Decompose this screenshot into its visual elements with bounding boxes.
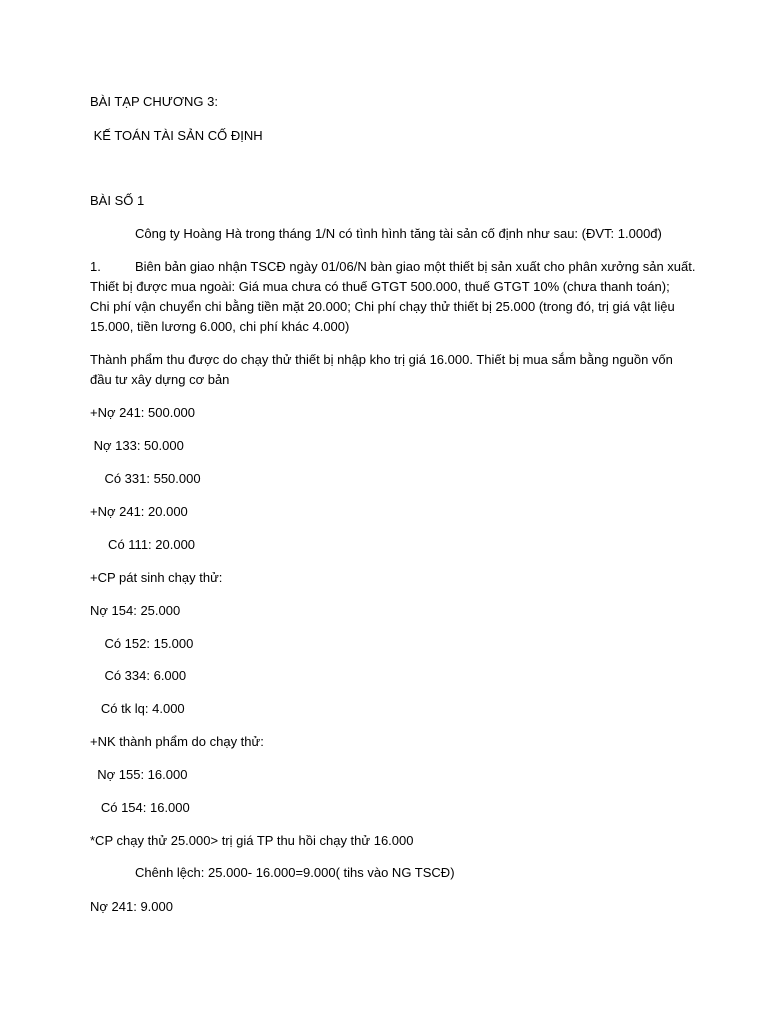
item1-body: Thiết bị được mua ngoài: Giá mua chưa có thuế GTGT 500.000, thuế GTGT 10% (chưa thanh toán); Chi phí vận chuyển chi bằng tiền mặt 20.000; Chi phí chạy thử thiết bị 25.000 (trong đó, trị giá vật liệu 15.000, tiền lương 6.000, chi phí khác 4.000) (90, 279, 675, 334)
journal-entry: Nợ 155: 16.000 (90, 767, 188, 782)
journal-entry: +Nợ 241: 500.000 (90, 405, 196, 420)
item1-number: 1. (90, 259, 101, 274)
journal-entry: Có 334: 6.000 (90, 668, 187, 683)
journal-entry: +CP pát sinh chạy thử: (90, 570, 223, 585)
paragraph-2: Thành phẩm thu được do chạy thử thiết bị nhập kho trị giá 16.000. Thiết bị mua sắm bằng nguồn vốn đầu tư xây dựng cơ bản (90, 352, 673, 387)
intro-paragraph: Công ty Hoàng Hà trong tháng 1/N có tình hình tăng tài sản cố định như sau: (ĐVT: 1.000đ) (135, 226, 662, 241)
journal-entry: Nợ 154: 25.000 (90, 603, 181, 618)
journal-entry: +Nợ 241: 20.000 (90, 504, 188, 519)
item1-first-line: Biên bản giao nhận TSCĐ ngày 01/06/N bàn giao một thiết bị sản xuất cho phân xưởng sản xuất. (135, 259, 696, 274)
journal-entry: Nợ 241: 9.000 (90, 899, 173, 914)
difference-line: Chênh lệch: 25.000- 16.000=9.000( tihs vào NG TSCĐ) (135, 865, 455, 880)
exercise-heading: BÀI SỐ 1 (90, 193, 145, 208)
journal-note: *CP chạy thử 25.000> trị giá TP thu hồi chạy thử 16.000 (90, 833, 414, 848)
chapter-heading: BÀI TẠP CHƯƠNG 3: (90, 94, 218, 109)
journal-entry: Có 331: 550.000 (90, 471, 201, 486)
journal-entry: Có tk lq: 4.000 (90, 701, 185, 716)
journal-entry: Có 111: 20.000 (90, 537, 196, 552)
journal-entry: Có 152: 15.000 (90, 636, 194, 651)
chapter-subtitle: KẾ TOÁN TÀI SẢN CỐ ĐỊNH (90, 128, 263, 143)
journal-entry: Nợ 133: 50.000 (90, 438, 184, 453)
journal-entry: +NK thành phẩm do chạy thử: (90, 734, 264, 749)
journal-entry: Có 154: 16.000 (90, 800, 190, 815)
